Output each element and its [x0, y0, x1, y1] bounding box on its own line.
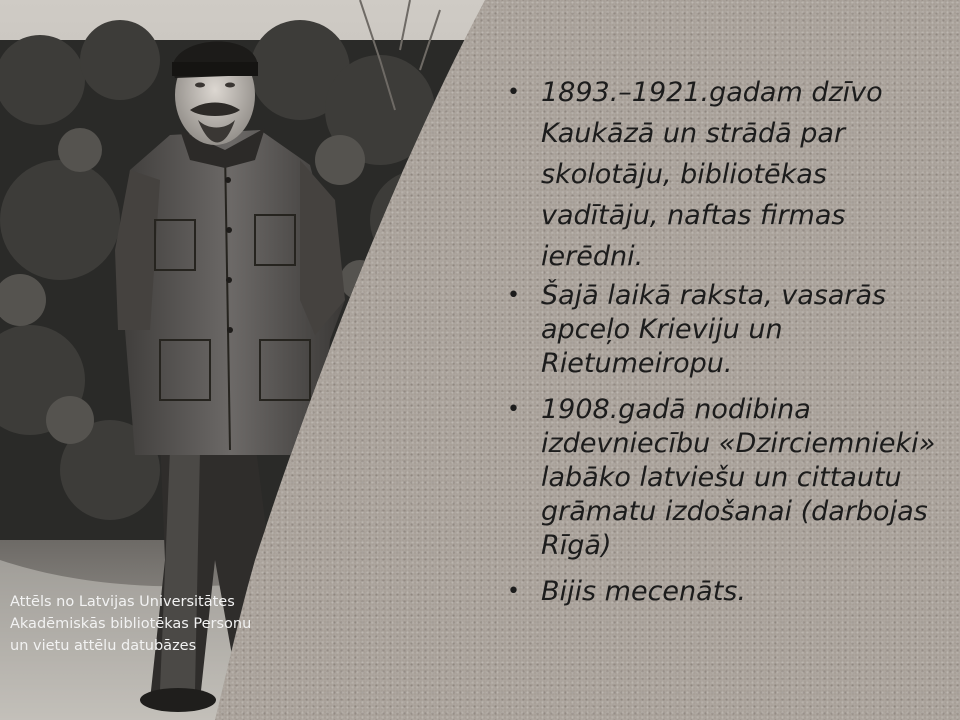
bullet-text: Šajā laikā raksta, vasarās apceļo Krieviju un Rietumeiropu.: [541, 280, 887, 379]
bullet-item: [505, 279, 945, 381]
photo-caption: Attēls no Latvijas Universitātes Akadēmiskās bibliotēkas Personu un vietu attēlu datubāzes: [10, 594, 252, 654]
bullet-text: 1908.gadā nodibina izdevniecību «Dzirciemnieki» labāko latviešu un cittautu grāmatu izdošanai (darbojas Rīgā): [541, 394, 936, 561]
bullet-text: Bijis mecenāts.: [541, 576, 746, 607]
bullet-list: [505, 72, 945, 609]
bullet-marker: •: [507, 283, 520, 308]
bullet-marker: •: [507, 579, 520, 604]
bullet-marker: •: [507, 80, 520, 105]
bullet-item: [505, 72, 945, 277]
bullet-item: [505, 575, 945, 609]
bullet-marker: •: [507, 397, 520, 422]
bullet-item: [505, 393, 945, 563]
bullet-text: 1893.–1921.gadam dzīvo Kaukāzā un strādā par skolotāju, bibliotēkas vadītāju, naftas firmas ierēdni.: [541, 77, 883, 272]
